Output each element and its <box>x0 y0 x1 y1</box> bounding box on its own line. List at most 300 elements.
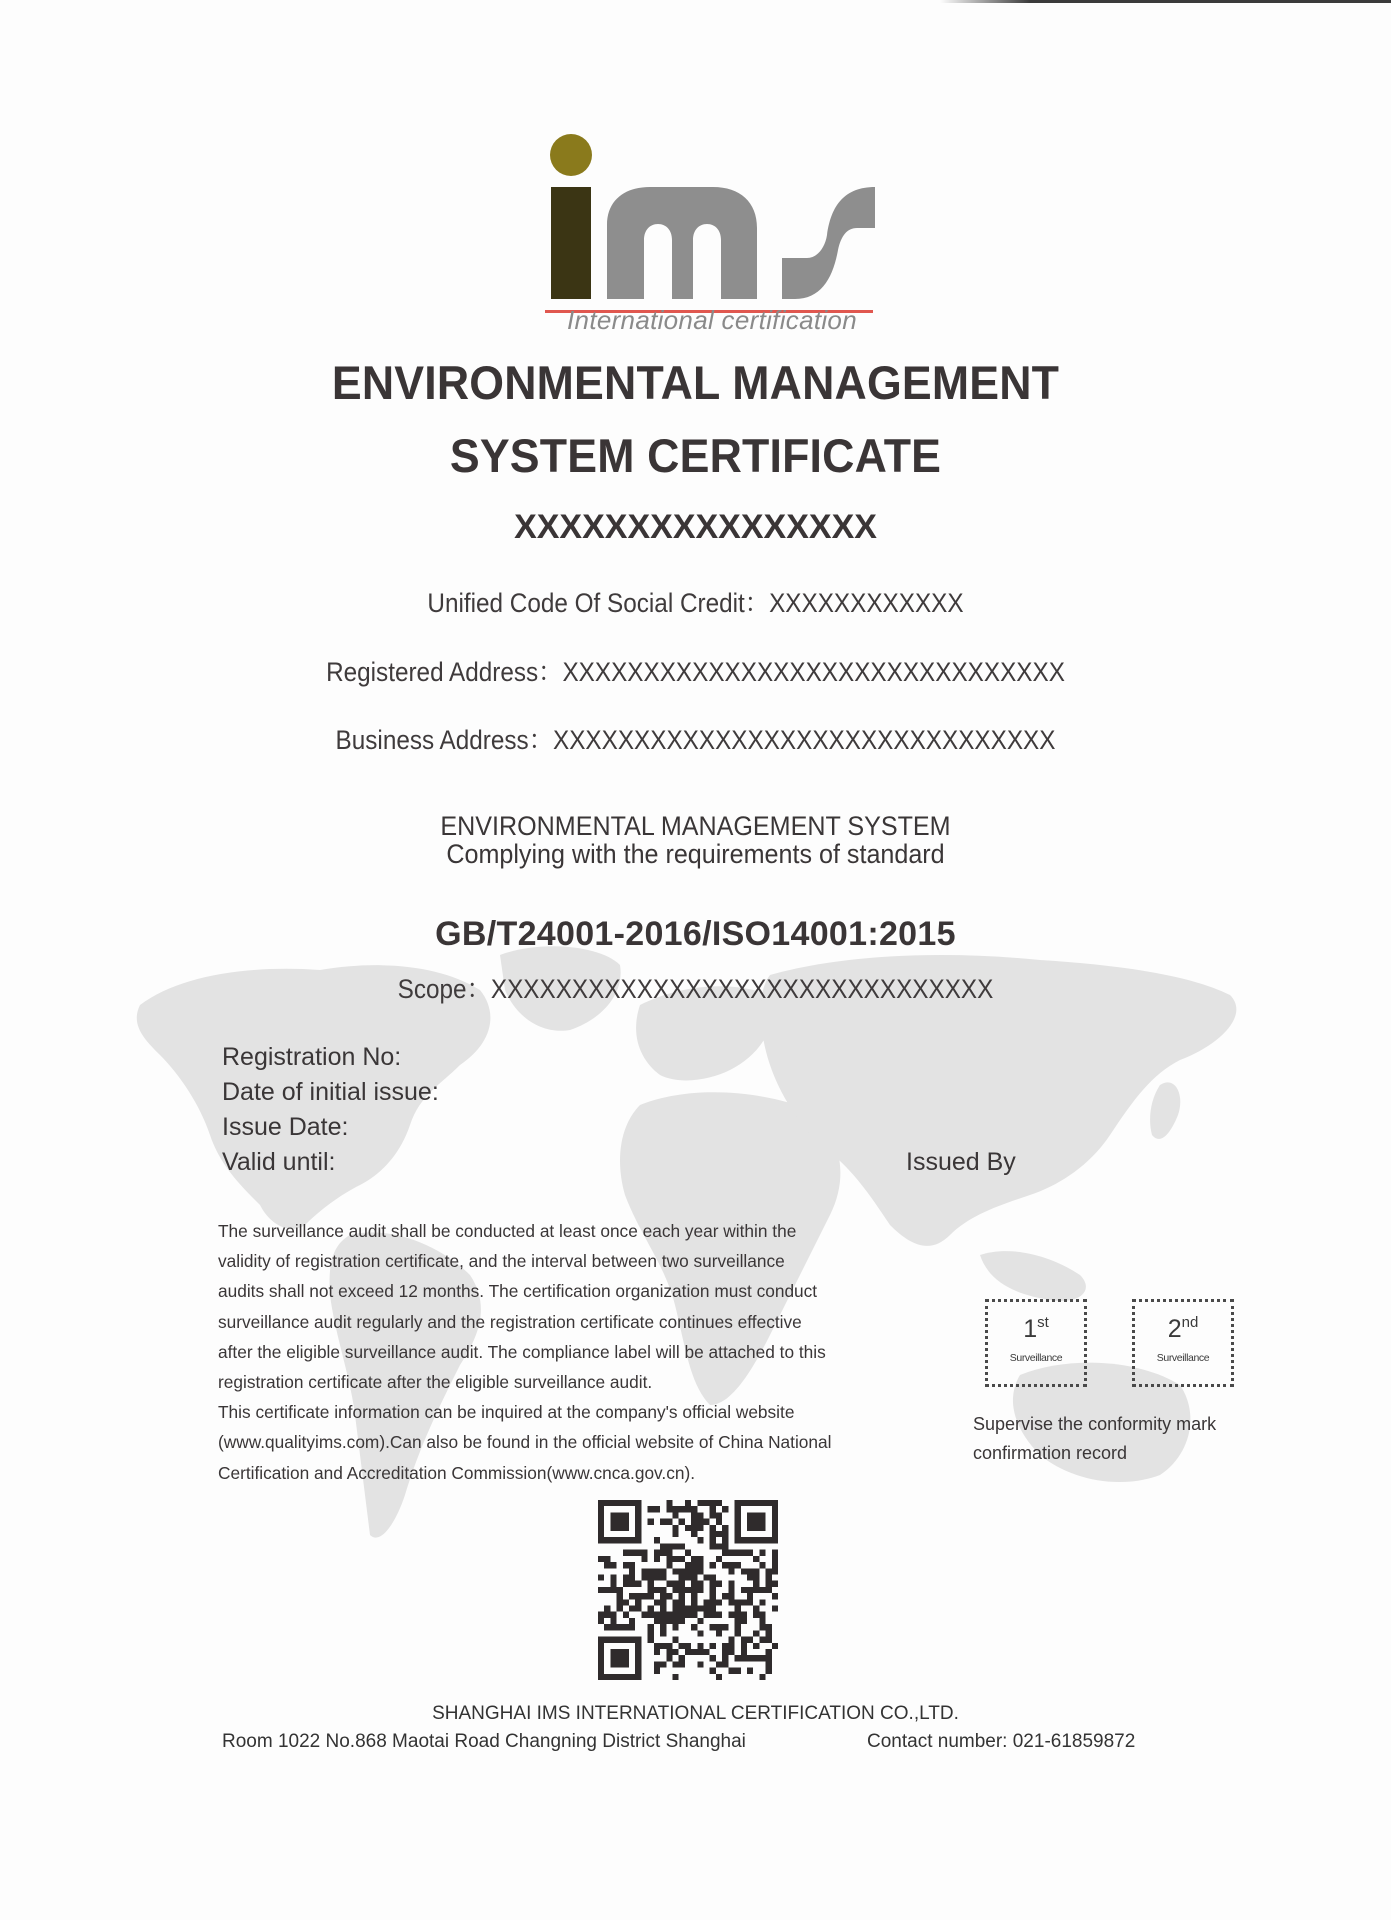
notice-line: surveillance audit regularly and the registration certificate continues effective <box>218 1311 802 1332</box>
qr-module <box>672 1599 678 1605</box>
qr-module <box>660 1543 666 1549</box>
qr-module <box>610 1612 616 1618</box>
qr-module <box>623 1550 629 1556</box>
qr-module <box>672 1618 678 1624</box>
qr-module <box>728 1599 734 1605</box>
qr-module <box>772 1643 778 1649</box>
qr-module <box>666 1543 672 1549</box>
qr-module <box>735 1624 741 1630</box>
qr-module <box>710 1512 716 1518</box>
qr-module <box>728 1612 734 1618</box>
system-name: ENVIRONMENTAL MANAGEMENT SYSTEM <box>440 811 951 841</box>
qr-module <box>641 1593 647 1599</box>
qr-module <box>747 1599 753 1605</box>
qr-module <box>753 1630 759 1636</box>
qr-module <box>766 1637 772 1643</box>
qr-module <box>728 1643 734 1649</box>
qr-module <box>604 1606 610 1612</box>
business-address-value: XXXXXXXXXXXXXXXXXXXXXXXXXXXXXXX <box>553 725 1056 755</box>
qr-module <box>691 1587 697 1593</box>
qr-module <box>735 1618 741 1624</box>
qr-module <box>666 1506 672 1512</box>
qr-module <box>728 1649 734 1655</box>
qr-module <box>716 1519 722 1525</box>
qr-module <box>654 1550 660 1556</box>
qr-module <box>623 1562 629 1568</box>
qr-module <box>722 1562 728 1568</box>
qr-module <box>753 1655 759 1661</box>
qr-module <box>697 1525 703 1531</box>
qr-module <box>697 1661 703 1667</box>
qr-module <box>691 1519 697 1525</box>
qr-module <box>654 1661 660 1667</box>
qr-module <box>704 1606 710 1612</box>
qr-module <box>710 1581 716 1587</box>
logo-i-dot <box>550 134 592 176</box>
qr-module <box>741 1618 747 1624</box>
qr-module <box>735 1562 741 1568</box>
qr-module <box>660 1574 666 1580</box>
qr-module <box>629 1593 635 1599</box>
social-credit-label: Unified Code Of Social Credit： <box>427 588 770 618</box>
qr-module <box>728 1587 734 1593</box>
qr-module <box>691 1612 697 1618</box>
qr-module <box>697 1537 703 1543</box>
notice-line: (www.qualityims.com).Can also be found in the official website of China National <box>218 1432 832 1453</box>
qr-module <box>685 1649 691 1655</box>
qr-module <box>728 1668 734 1674</box>
qr-module <box>741 1655 747 1661</box>
qr-module <box>716 1630 722 1636</box>
qr-module <box>666 1618 672 1624</box>
qr-module <box>666 1500 672 1506</box>
qr-module <box>691 1525 697 1531</box>
qr-module <box>623 1612 629 1618</box>
qr-module <box>679 1606 685 1612</box>
qr-module <box>617 1606 623 1612</box>
issued-by-label: Issued By <box>906 1148 1016 1176</box>
qr-module <box>685 1568 691 1574</box>
qr-module <box>654 1587 660 1593</box>
surveillance-notice <box>218 1216 938 1488</box>
qr-module <box>610 1587 616 1593</box>
qr-module <box>648 1593 654 1599</box>
qr-module <box>654 1537 660 1543</box>
qr-module <box>741 1649 747 1655</box>
qr-module <box>697 1512 703 1518</box>
qr-module <box>672 1506 678 1512</box>
qr-module <box>697 1556 703 1562</box>
registered-address-line <box>70 650 1322 689</box>
qr-module <box>641 1550 647 1556</box>
qr-module <box>672 1637 678 1643</box>
qr-module <box>679 1661 685 1667</box>
qr-module <box>691 1556 697 1562</box>
qr-module <box>759 1612 765 1618</box>
qr-module <box>685 1606 691 1612</box>
caption-line: Supervise the conformity mark <box>973 1414 1217 1434</box>
qr-module <box>654 1574 660 1580</box>
qr-module <box>685 1500 691 1506</box>
qr-module <box>722 1643 728 1649</box>
qr-module <box>672 1624 678 1630</box>
qr-module <box>722 1543 728 1549</box>
qr-module <box>691 1593 697 1599</box>
qr-module <box>660 1630 666 1636</box>
qr-module <box>598 1556 604 1562</box>
second-surveillance-label: Surveillance <box>1156 1352 1210 1364</box>
qr-module <box>660 1643 666 1649</box>
qr-module <box>685 1550 691 1556</box>
issue-date-label: Issue Date: <box>222 1113 349 1141</box>
qr-module <box>747 1550 753 1556</box>
qr-finder-core <box>747 1512 766 1531</box>
qr-module <box>679 1612 685 1618</box>
qr-module <box>716 1612 722 1618</box>
qr-module <box>716 1661 722 1667</box>
qr-module <box>704 1519 710 1525</box>
qr-module <box>685 1506 691 1512</box>
qr-module <box>710 1525 716 1531</box>
qr-module <box>697 1618 703 1624</box>
qr-module <box>759 1599 765 1605</box>
qr-module <box>685 1574 691 1580</box>
scope-value: XXXXXXXXXXXXXXXXXXXXXXXXXXXXXXX <box>490 974 994 1004</box>
qr-module <box>728 1562 734 1568</box>
qr-module <box>704 1599 710 1605</box>
qr-module <box>648 1612 654 1618</box>
qr-module <box>672 1674 678 1680</box>
qr-module <box>716 1543 722 1549</box>
first-surveillance-label: Surveillance <box>1009 1352 1063 1364</box>
qr-module <box>753 1587 759 1593</box>
qr-module <box>710 1643 716 1649</box>
qr-module <box>623 1581 629 1587</box>
qr-module <box>679 1599 685 1605</box>
qr-module <box>747 1593 753 1599</box>
qr-module <box>623 1624 629 1630</box>
qr-module <box>759 1618 765 1624</box>
notice-line: Certification and Accreditation Commission(www.cnca.gov.cn). <box>218 1462 696 1483</box>
qr-module <box>648 1624 654 1630</box>
qr-module <box>648 1506 654 1512</box>
qr-module <box>728 1581 734 1587</box>
qr-module <box>691 1568 697 1574</box>
qr-module <box>666 1556 672 1562</box>
qr-module <box>697 1643 703 1649</box>
qr-module <box>710 1506 716 1512</box>
qr-module <box>753 1568 759 1574</box>
qr-module <box>672 1556 678 1562</box>
qr-module <box>617 1587 623 1593</box>
qr-module <box>654 1506 660 1512</box>
qr-module <box>672 1649 678 1655</box>
qr-module <box>766 1630 772 1636</box>
notice-line: registration certificate after the eligible surveillance audit. <box>218 1372 653 1393</box>
qr-module <box>641 1556 647 1562</box>
qr-module <box>679 1643 685 1649</box>
qr-module <box>598 1618 604 1624</box>
qr-module <box>604 1587 610 1593</box>
qr-module <box>598 1574 604 1580</box>
qr-module <box>747 1568 753 1574</box>
qr-module <box>710 1593 716 1599</box>
qr-module <box>654 1668 660 1674</box>
qr-module <box>672 1606 678 1612</box>
qr-module <box>610 1574 616 1580</box>
qr-module <box>635 1593 641 1599</box>
qr-module <box>747 1668 753 1674</box>
qr-module <box>648 1519 654 1525</box>
qr-module <box>766 1624 772 1630</box>
qr-module <box>766 1649 772 1655</box>
qr-module <box>710 1606 716 1612</box>
logo-i-stem <box>551 187 591 299</box>
qr-module <box>672 1512 678 1518</box>
logo-m <box>607 187 757 299</box>
qr-module <box>685 1525 691 1531</box>
qr-module <box>635 1599 641 1605</box>
initial-issue-label: Date of initial issue: <box>222 1078 439 1106</box>
first-surveillance-ordinal: 1st <box>1023 1314 1049 1343</box>
social-credit-value: XXXXXXXXXXXX <box>769 588 964 618</box>
qr-module <box>648 1581 654 1587</box>
qr-module <box>598 1612 604 1618</box>
qr-module <box>735 1630 741 1636</box>
qr-module <box>697 1500 703 1506</box>
qr-module <box>735 1612 741 1618</box>
qr-module <box>710 1655 716 1661</box>
issuer-contact: Contact number: 021-61859872 <box>867 1731 1136 1752</box>
qr-module <box>735 1599 741 1605</box>
qr-module <box>691 1531 697 1537</box>
qr-module <box>741 1612 747 1618</box>
qr-module <box>654 1556 660 1562</box>
qr-module <box>728 1568 734 1574</box>
qr-module <box>697 1581 703 1587</box>
qr-module <box>629 1562 635 1568</box>
qr-module <box>648 1630 654 1636</box>
qr-module <box>654 1649 660 1655</box>
qr-module <box>679 1556 685 1562</box>
qr-module <box>691 1581 697 1587</box>
qr-module <box>604 1624 610 1630</box>
qr-module <box>610 1624 616 1630</box>
qr-module <box>660 1618 666 1624</box>
qr-module <box>691 1624 697 1630</box>
qr-module <box>722 1624 728 1630</box>
qr-module <box>716 1674 722 1680</box>
qr-module <box>753 1643 759 1649</box>
qr-module <box>610 1581 616 1587</box>
qr-module <box>641 1568 647 1574</box>
qr-module <box>741 1568 747 1574</box>
qr-module <box>710 1574 716 1580</box>
qr-module <box>654 1568 660 1574</box>
qr-module <box>641 1612 647 1618</box>
qr-module <box>741 1599 747 1605</box>
qr-module <box>660 1593 666 1599</box>
registered-address-value: XXXXXXXXXXXXXXXXXXXXXXXXXXXXXXX <box>562 657 1065 687</box>
qr-module <box>704 1500 710 1506</box>
qr-module <box>722 1661 728 1667</box>
qr-module <box>735 1550 741 1556</box>
qr-module <box>759 1624 765 1630</box>
qr-module <box>666 1550 672 1556</box>
qr-module <box>716 1599 722 1605</box>
qr-module <box>722 1531 728 1537</box>
qr-module <box>648 1637 654 1643</box>
qr-module <box>766 1668 772 1674</box>
second-surveillance-box <box>1132 1299 1234 1387</box>
qr-module <box>666 1612 672 1618</box>
qr-module <box>772 1556 778 1562</box>
issuer-company-name: SHANGHAI IMS INTERNATIONAL CERTIFICATION CO.,LTD. <box>432 1703 959 1724</box>
business-address-line <box>70 718 1322 757</box>
qr-module <box>753 1612 759 1618</box>
qr-module <box>741 1643 747 1649</box>
qr-module <box>716 1624 722 1630</box>
qr-module <box>772 1562 778 1568</box>
qr-module <box>697 1568 703 1574</box>
qr-module <box>747 1587 753 1593</box>
qr-module <box>710 1668 716 1674</box>
compliance-statement: Complying with the requirements of standard <box>446 839 945 869</box>
qr-module <box>685 1587 691 1593</box>
qr-module <box>691 1649 697 1655</box>
qr-module <box>735 1668 741 1674</box>
qr-module <box>697 1587 703 1593</box>
qr-module <box>672 1525 678 1531</box>
qr-module <box>654 1599 660 1605</box>
qr-module <box>759 1562 765 1568</box>
logo-s <box>782 187 875 299</box>
qr-module <box>697 1562 703 1568</box>
qr-module <box>679 1568 685 1574</box>
qr-module <box>629 1618 635 1624</box>
qr-module <box>623 1599 629 1605</box>
qr-module <box>747 1637 753 1643</box>
qr-module <box>648 1606 654 1612</box>
qr-code-icon[interactable] <box>598 1500 778 1680</box>
qr-module <box>629 1568 635 1574</box>
qr-module <box>672 1531 678 1537</box>
qr-module <box>710 1624 716 1630</box>
qr-module <box>710 1612 716 1618</box>
qr-module <box>710 1537 716 1543</box>
qr-module <box>660 1519 666 1525</box>
qr-module <box>722 1655 728 1661</box>
qr-module <box>635 1606 641 1612</box>
qr-module <box>753 1581 759 1587</box>
qr-module <box>766 1568 772 1574</box>
qr-module <box>766 1581 772 1587</box>
qr-module <box>772 1568 778 1574</box>
qr-module <box>604 1562 610 1568</box>
qr-module <box>747 1655 753 1661</box>
notice-line: validity of registration certificate, and the interval between two surveillance <box>218 1251 785 1272</box>
qr-module <box>648 1574 654 1580</box>
qr-module <box>691 1506 697 1512</box>
qr-module <box>697 1649 703 1655</box>
qr-module <box>741 1550 747 1556</box>
qr-module <box>685 1562 691 1568</box>
business-address-label: Business Address： <box>335 725 554 755</box>
qr-module <box>710 1587 716 1593</box>
qr-module <box>679 1655 685 1661</box>
qr-module <box>710 1543 716 1549</box>
qr-module <box>728 1637 734 1643</box>
qr-module <box>747 1574 753 1580</box>
qr-module <box>666 1581 672 1587</box>
qr-module <box>679 1543 685 1549</box>
issuer-address: Room 1022 No.868 Maotai Road Changning District Shanghai <box>222 1731 746 1752</box>
qr-module <box>772 1606 778 1612</box>
qr-module <box>617 1599 623 1605</box>
qr-module <box>629 1574 635 1580</box>
qr-module <box>679 1581 685 1587</box>
qr-module <box>766 1574 772 1580</box>
qr-module <box>617 1624 623 1630</box>
qr-module <box>660 1606 666 1612</box>
qr-module <box>728 1550 734 1556</box>
qr-module <box>759 1637 765 1643</box>
qr-module <box>654 1618 660 1624</box>
map-japan <box>1150 1082 1180 1139</box>
qr-module <box>710 1531 716 1537</box>
qr-module <box>666 1643 672 1649</box>
qr-module <box>697 1606 703 1612</box>
qr-module <box>679 1574 685 1580</box>
qr-module <box>672 1587 678 1593</box>
qr-module <box>716 1581 722 1587</box>
certificate-title-line2: SYSTEM CERTIFICATE <box>449 429 942 482</box>
qr-module <box>728 1593 734 1599</box>
qr-module <box>710 1562 716 1568</box>
qr-module <box>672 1543 678 1549</box>
qr-module <box>735 1606 741 1612</box>
qr-module <box>691 1562 697 1568</box>
qr-module <box>679 1618 685 1624</box>
qr-module <box>741 1587 747 1593</box>
qr-finder-core <box>610 1649 629 1668</box>
qr-module <box>610 1618 616 1624</box>
standard-code: GB/T24001-2016/ISO14001:2015 <box>435 915 956 953</box>
qr-module <box>716 1500 722 1506</box>
qr-module <box>697 1630 703 1636</box>
qr-module <box>629 1581 635 1587</box>
qr-module <box>691 1599 697 1605</box>
qr-module <box>679 1519 685 1525</box>
qr-module <box>666 1562 672 1568</box>
qr-module <box>660 1568 666 1574</box>
qr-module <box>617 1593 623 1599</box>
qr-module <box>766 1661 772 1667</box>
qr-module <box>610 1562 616 1568</box>
qr-module <box>679 1587 685 1593</box>
qr-module <box>722 1525 728 1531</box>
qr-module <box>722 1506 728 1512</box>
qr-module <box>691 1606 697 1612</box>
qr-module <box>672 1612 678 1618</box>
qr-module <box>685 1643 691 1649</box>
qr-module <box>604 1556 610 1562</box>
qr-module <box>660 1550 666 1556</box>
registration-no-label: Registration No: <box>222 1043 402 1071</box>
qr-module <box>629 1624 635 1630</box>
qr-module <box>735 1655 741 1661</box>
qr-module <box>716 1512 722 1518</box>
